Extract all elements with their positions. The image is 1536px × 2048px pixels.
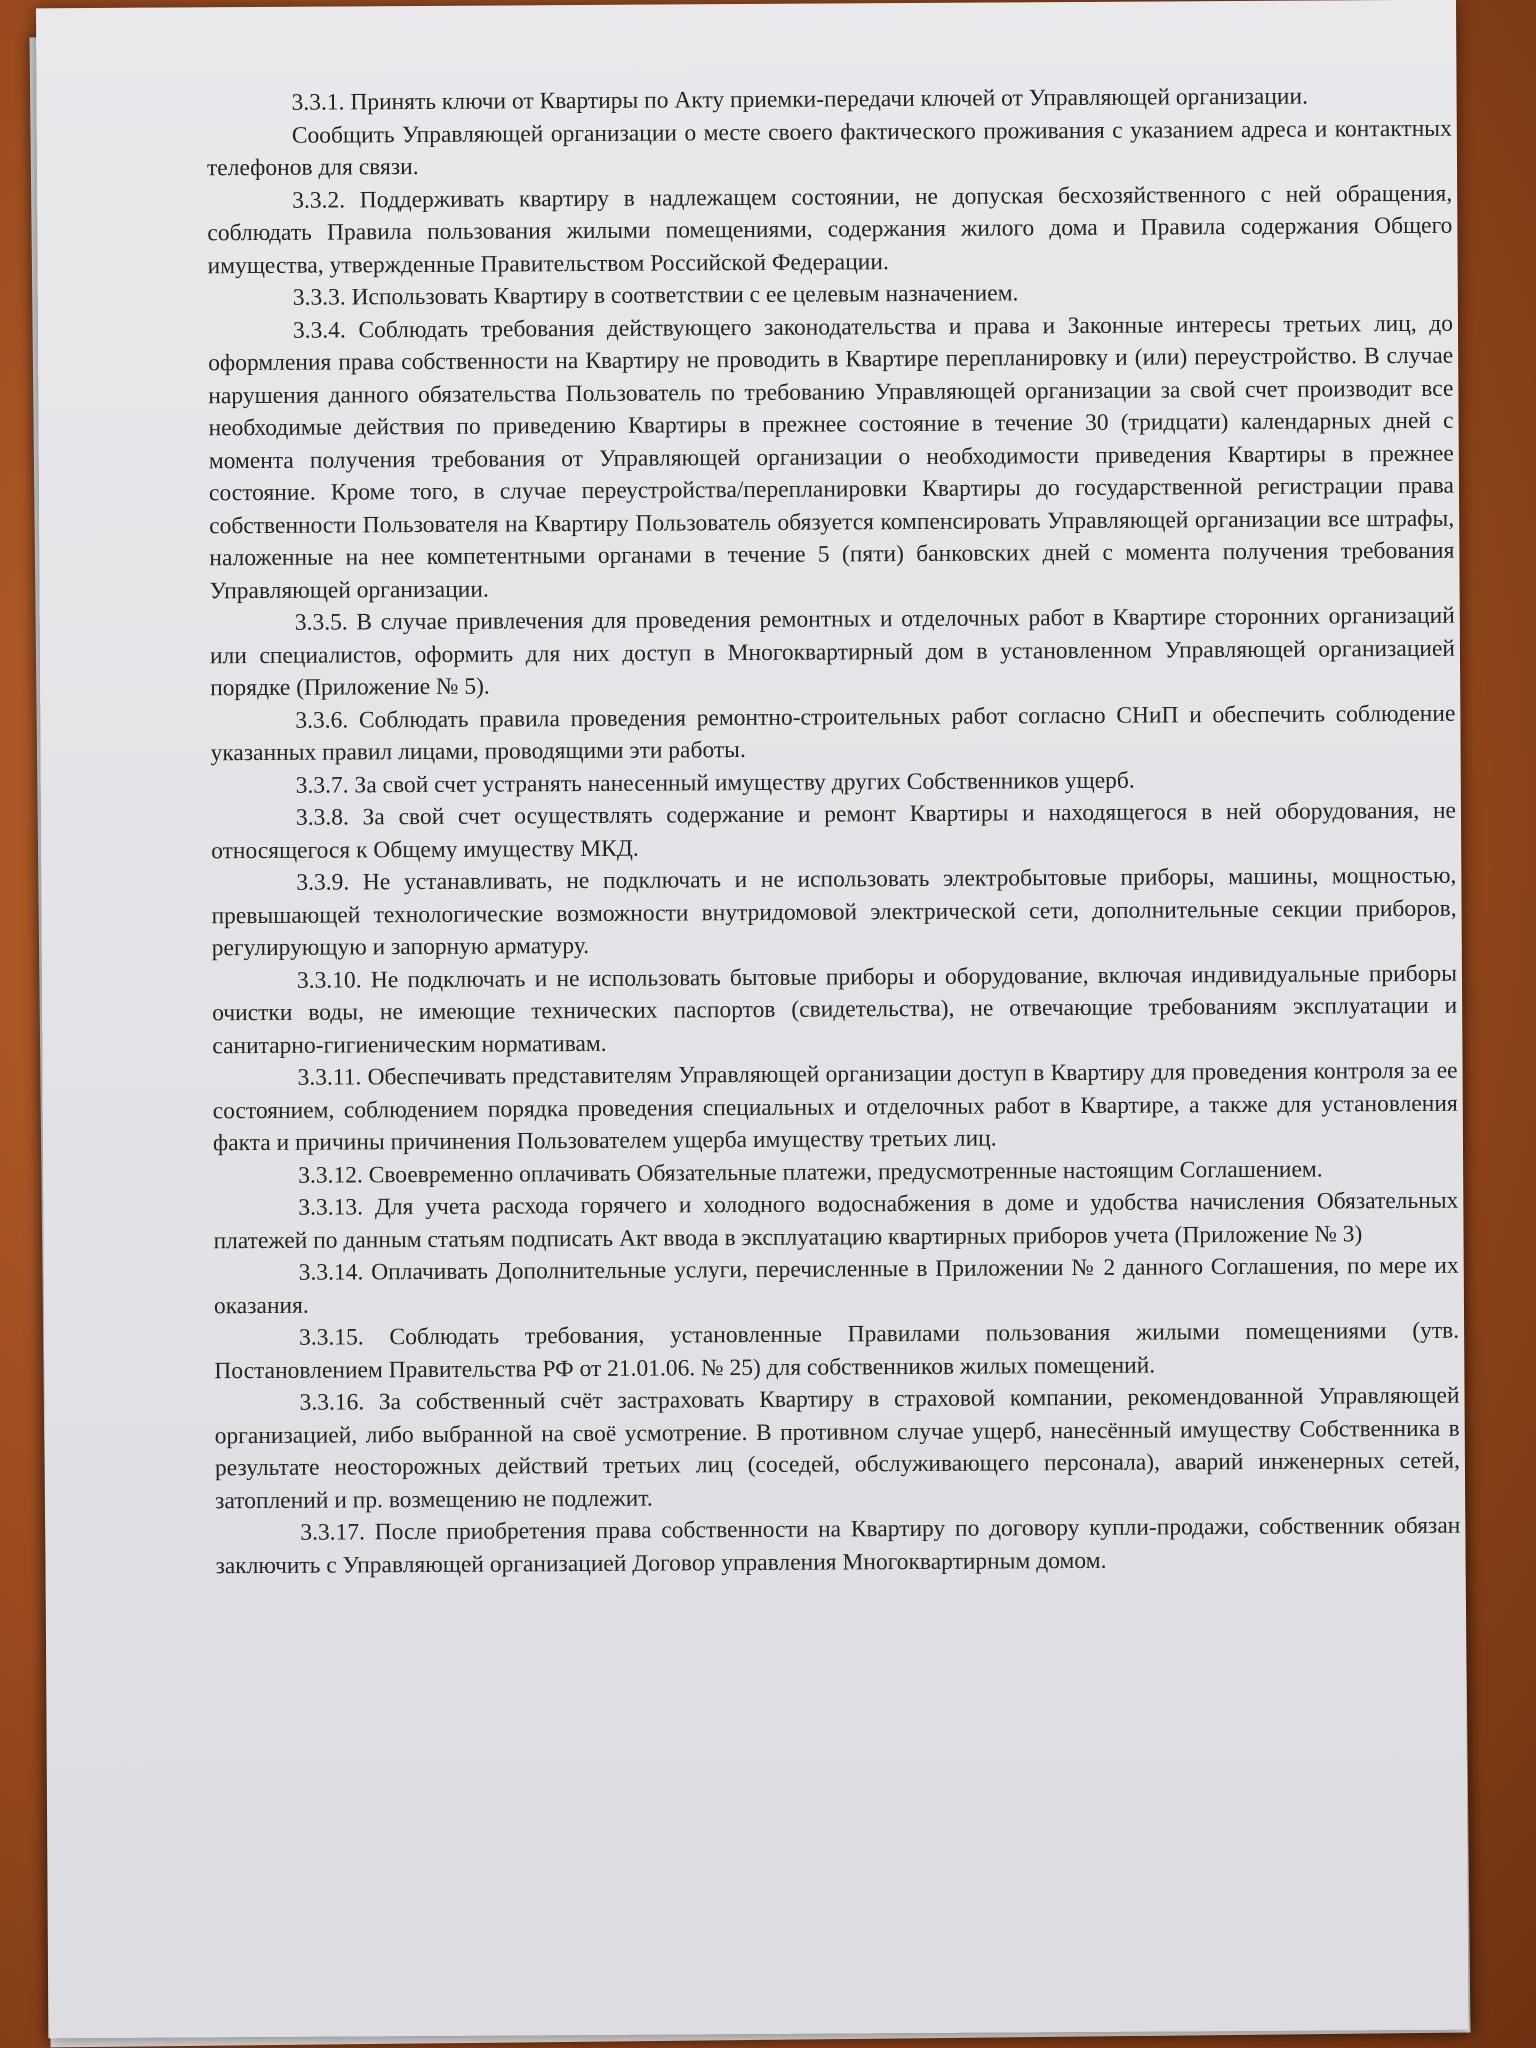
document-page	[36, 0, 1468, 2038]
paragraph-3-3-8: 3.3.8. За свой счет осуществлять содержание и ремонт Квартиры и находящегося в ней оборудования, не относящегося к Общему имуществу МКД.	[211, 797, 1457, 864]
paragraph-3-3-3: 3.3.3. Использовать Квартиру в соответствии с ее целевым назначением.	[292, 280, 1019, 311]
paragraph-3-3-13: 3.3.13. Для учета расхода горячего и холодного водоснабжения в доме и удобства начисления Обязательных платежей по данным статьям подписать Акт ввода в эксплуатацию квартирных приборов учета (Приложение № 3)	[213, 1187, 1459, 1254]
paragraph-3-3-14: 3.3.14. Оплачивать Дополнительные услуги, перечисленные в Приложении № 2 данного Соглашения, по мере их оказания.	[213, 1252, 1459, 1319]
paragraph-3-3-10: 3.3.10. Не подключать и не использовать бытовые приборы и оборудование, включая индивидуальные приборы очистки воды, не имеющие технических паспортов (свидетельства), не отвечающие требованиям эксплуатации и санитарно-гигиеническим нормативам.	[212, 960, 1458, 1059]
paragraph-3-3-4: 3.3.4. Соблюдать требования действующего законодательства и права и Законные интересы третьих лиц, до оформления права собственности на Квартиру не проводить в Квартире перепланировку и (или) переустройство. В случае нарушения данного обязательства Пользователь по требованию Управляющей организации за свой счет производит все необходимые действия по приведению Квартиры в прежнее состояние в течение 30 (тридцати) календарных дней с момента получения требования от Управляющей организации о необходимости приведения Квартиры в прежнее состояние. Кроме того, в случае переустройства/перепланировки Квартиры до государственной регистрации права собственности Пользователя на Квартиру Пользователь обязуется компенсировать Управляющей организации все штрафы, наложенные на нее компетентными органами в течение 5 (пяти) банковских дней с момента получения требования Управляющей организации.	[208, 310, 1455, 604]
paragraph-3-3-2: 3.3.2. Поддерживать квартиру в надлежащем состоянии, не допуская бесхозяйственного с ней обращения, соблюдать Правила пользования жилыми помещениями, содержания жилого дома и Правила содержания Общего имущества, утвержденные Правительством Российской Федерации.	[207, 180, 1453, 279]
paragraph-3-3-12: 3.3.12. Своевременно оплачивать Обязательные платежи, предусмотренные настоящим Соглашением.	[298, 1155, 1323, 1189]
paragraph-3-3-6: 3.3.6. Соблюдать правила проведения ремонтно-строительных работ согласно СНиП и обеспечить соблюдение указанных правил лицами, проводящими эти работы.	[210, 700, 1456, 767]
paragraph-3-3-9: 3.3.9. Не устанавливать, не подключать и не использовать электробытовые приборы, машины, мощностью, превышающей технологические возможности внутридомовой электрической сети, дополнительные секции приборов, регулирующую и запорную арматуру.	[211, 862, 1457, 962]
paragraph-3-3-15: 3.3.15. Соблюдать требования, установленные Правилами пользования жилыми помещениями (утв. Постановлением Правительства РФ от 21.01.06. № 25) для собственников жилых помещений.	[214, 1317, 1460, 1384]
paragraph-3-3-5: 3.3.5. В случае привлечения для проведения ремонтных и отделочных работ в Квартире сторонних организаций или специалистов, оформить для них доступ в Многоквартирный дом в установленном Управляющей организацией порядке (Приложение № 5).	[209, 602, 1456, 702]
paragraph-3-3-17: 3.3.17. После приобретения права собственности на Квартиру по договору купли-продажи, собственник обязан заключить с Управляющей организацией Договор управления Многоквартирным домом.	[215, 1512, 1461, 1579]
paragraph-3-3-7: 3.3.7. За свой счет устранять нанесенный имуществу других Собственников ущерб.	[295, 767, 1135, 799]
paragraph-3-3-16: 3.3.16. За собственный счёт застраховать Квартиру в страховой компании, рекомендованной Управляющей организацией, либо выбранной на своё усмотрение. В противном случае ущерб, нанесённый имуществу Собственника в результате неосторожных действий третьих лиц (соседей, обслуживающего персонала), аварий инженерных сетей, затоплений и пр. возмещению не подлежит.	[214, 1382, 1460, 1514]
paragraph-3-3-1: 3.3.1. Принять ключи от Квартиры по Акту приемки-передачи ключей от Управляющей организации.	[291, 83, 1308, 116]
paragraph-3-3-11: 3.3.11. Обеспечивать представителям Управляющей организации доступ в Квартиру для проведения контроля за ее состоянием, соблюдением порядка проведения специальных и отделочных работ в Квартире, а также для установления факта и причины причинения Пользователем ущерба имуществу третьих лиц.	[212, 1057, 1458, 1157]
document-body	[206, 80, 1460, 1583]
paragraph-residence-notice: Сообщить Управляющей организации о месте своего фактического проживания с указанием адреса и контактных телефонов для связи.	[206, 115, 1452, 182]
